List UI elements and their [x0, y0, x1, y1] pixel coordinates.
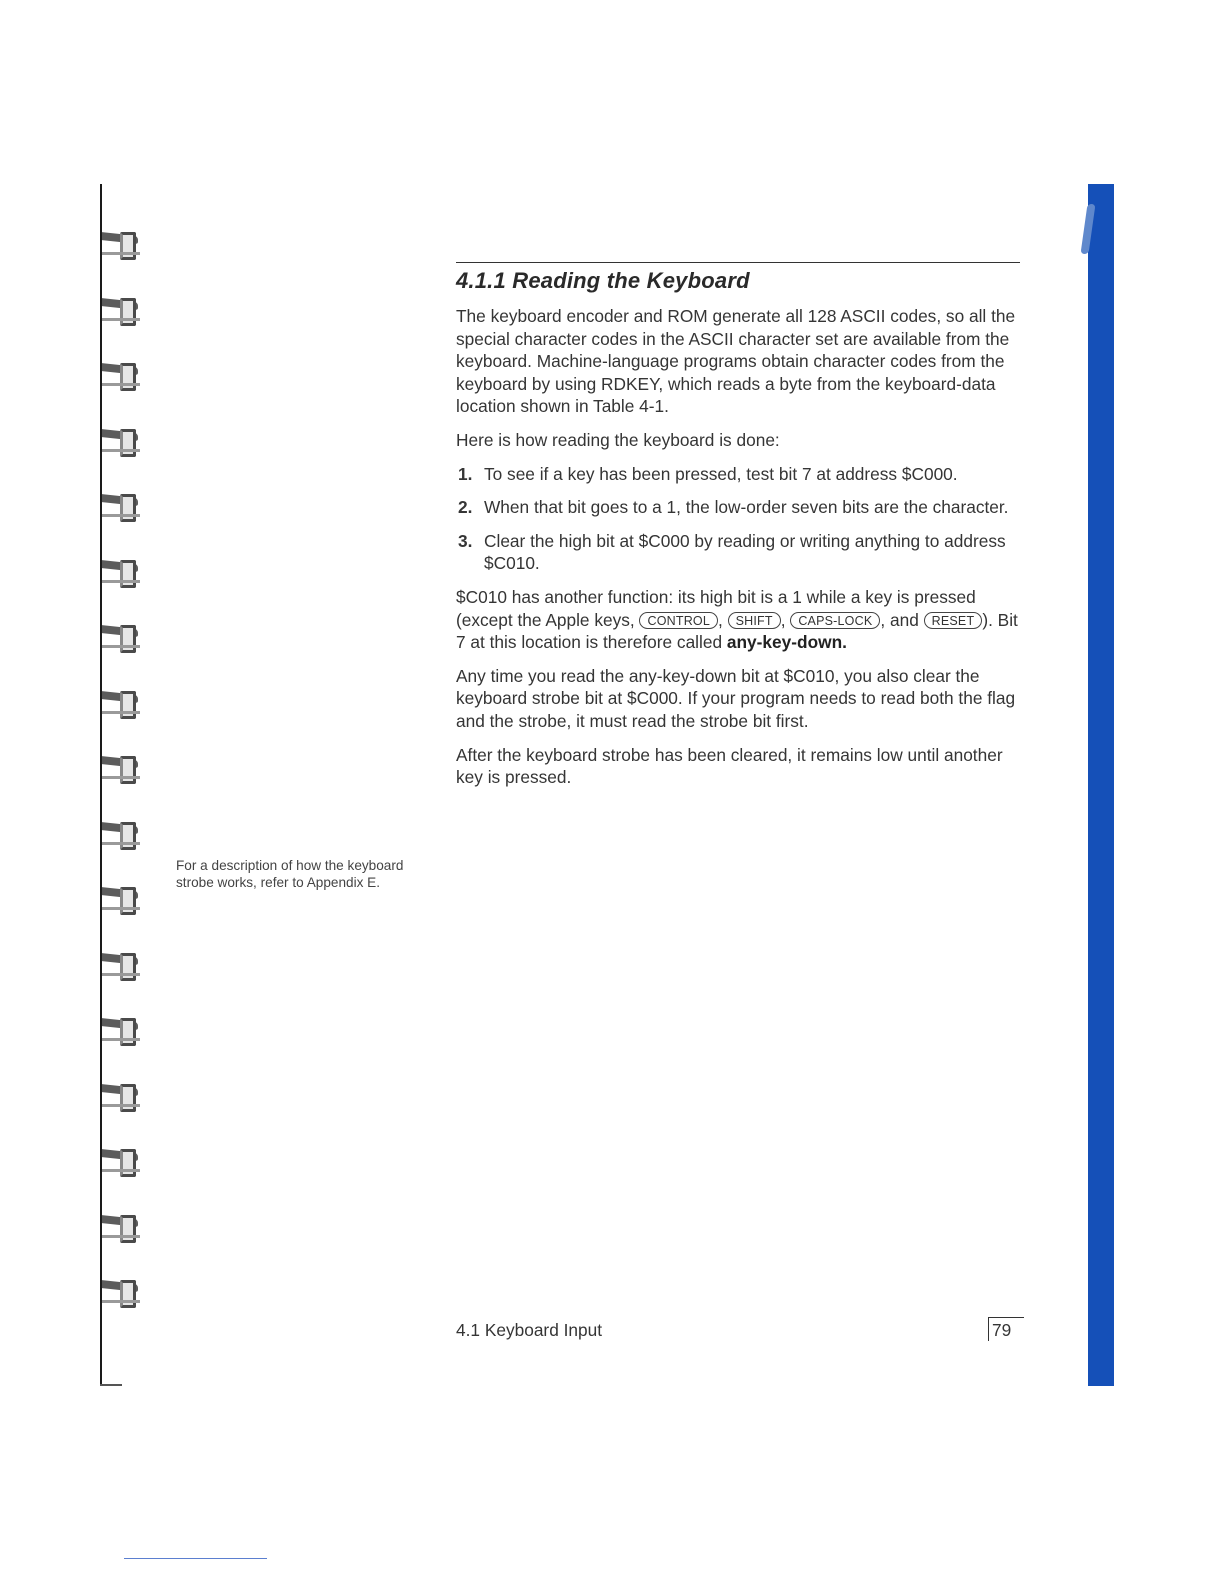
list-item [456, 496, 1022, 519]
page-number: 79 [988, 1317, 1024, 1341]
cleared-paragraph: After the keyboard strobe has been cleared, it remains low until another key is pressed. [456, 744, 1003, 788]
bottom-rule [124, 1558, 267, 1559]
step-number: 1. [458, 463, 473, 484]
spiral-binding [100, 184, 150, 1386]
binding-coil [100, 1213, 142, 1247]
margin-note: For a description of how the keyboard strobe works, refer to Appendix E. [176, 858, 404, 890]
step-text: To see if a key has been pressed, test bit 7 at address $C000. [484, 463, 958, 484]
chapter-tab [1088, 184, 1114, 1386]
section-heading: 4.1.1 Reading the Keyboard [456, 268, 750, 293]
binding-coil [100, 361, 142, 395]
binding-coil [100, 885, 142, 919]
binding-coil [100, 951, 142, 985]
binding-coil [100, 689, 142, 723]
strobe-paragraph: Any time you read the any-key-down bit at $C010, you also clear the keyboard strobe bit at $C000. If your program needs to read both the flag and the strobe, it must read the strobe bit first. [456, 665, 1016, 731]
step-text: When that bit goes to a 1, the low-order seven bits are the character. [484, 497, 1009, 518]
binding-coil [100, 1278, 142, 1312]
list-item [456, 530, 1022, 575]
binding-coil [100, 623, 142, 657]
text-run: , [780, 609, 791, 630]
binding-coil [100, 230, 142, 264]
binding-coil [100, 296, 142, 330]
binding-coil [100, 1082, 142, 1116]
step-number: 3. [458, 530, 473, 551]
any-key-down-paragraph [456, 586, 1022, 654]
caps-lock-key: CAPS-LOCK [790, 612, 880, 629]
binding-coil [100, 558, 142, 592]
steps-list [456, 463, 1022, 575]
text-run: , [718, 609, 728, 630]
binding-coil [100, 820, 142, 854]
binding-coil [100, 427, 142, 461]
reset-key: RESET [924, 612, 983, 629]
binding-coil [100, 492, 142, 526]
shift-key: SHIFT [728, 612, 781, 629]
step-text: Clear the high bit at $C000 by reading or writing anything to address $C010. [484, 530, 1006, 574]
any-key-down-term: any-key-down. [726, 632, 847, 653]
footer-section-title: 4.1 Keyboard Input [456, 1320, 603, 1340]
text-run: $C010 has another function: its high bit is a 1 while a key is pressed (except the Apple keys, [456, 586, 976, 630]
binding-coil [100, 754, 142, 788]
text-run: ). Bit 7 at this location is therefore called [456, 609, 1018, 653]
steps-intro: Here is how reading the keyboard is done: [456, 429, 780, 450]
text-run: , and [880, 609, 924, 630]
main-text [456, 305, 1022, 800]
heading-rule [456, 262, 1020, 263]
control-key: CONTROL [639, 612, 718, 629]
step-number: 2. [458, 497, 473, 518]
list-item [456, 463, 1022, 486]
binding-coil [100, 1016, 142, 1050]
binding-coil [100, 1147, 142, 1181]
intro-paragraph: The keyboard encoder and ROM generate all 128 ASCII codes, so all the special character codes in the ASCII character set are available from the keyboard. Machine-language programs obtain character codes from the keyboard by using RDKEY, which reads a byte from the keyboard-data location shown in Table 4-1. [456, 306, 1016, 417]
binding-foot [100, 1384, 122, 1386]
